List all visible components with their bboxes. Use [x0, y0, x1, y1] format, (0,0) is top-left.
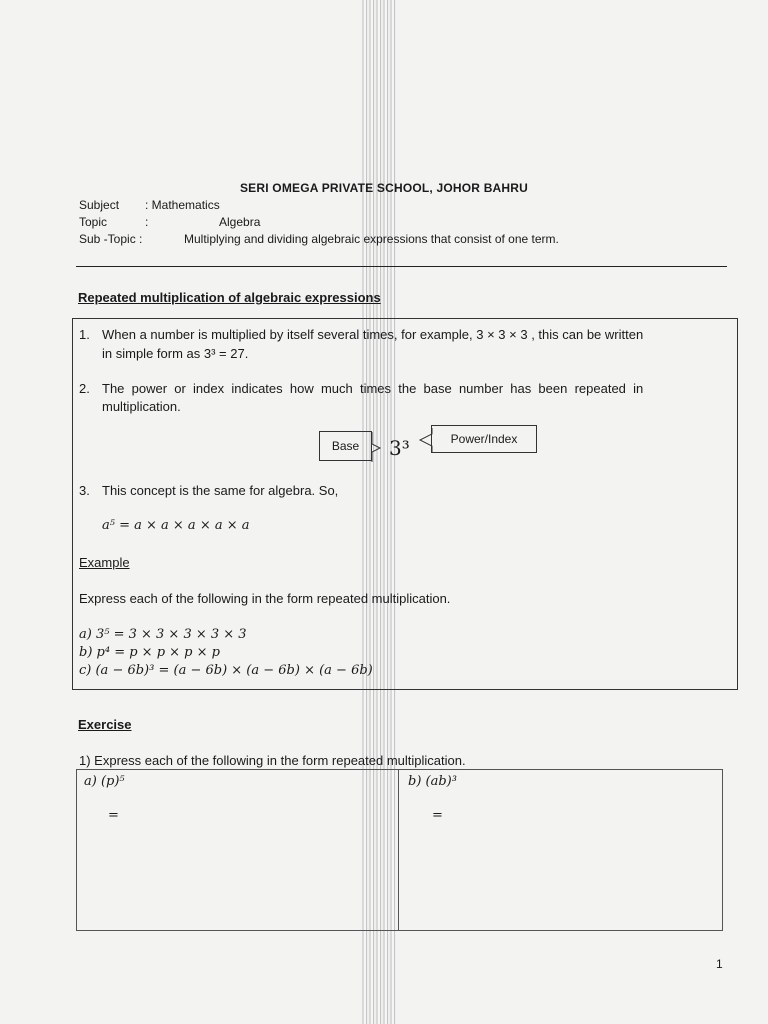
exercise-heading: Exercise — [78, 717, 132, 732]
item1-number: 1. — [79, 327, 90, 342]
example-heading: Example — [79, 555, 130, 570]
header-divider — [76, 266, 727, 267]
power-index-label-box: Power/Index — [431, 425, 537, 453]
school-title: SERI OMEGA PRIVATE SCHOOL, JOHOR BAHRU — [239, 181, 529, 195]
topic-value: Algebra — [219, 215, 261, 229]
exercise-a-equals: = — [108, 808, 119, 823]
item2-number: 2. — [79, 381, 90, 396]
base-label-box: Base — [319, 431, 372, 461]
topic-separator: : — [145, 215, 149, 229]
power-example: 3³ — [389, 436, 410, 460]
exercise-a-answer-area[interactable] — [78, 790, 396, 928]
subject-value: : Mathematics — [145, 198, 220, 212]
base-arrow-icon — [370, 430, 390, 464]
item2-line2: multiplication. — [102, 399, 181, 414]
subject-label: Subject — [79, 198, 120, 212]
section-title: Repeated multiplication of algebraic expressions — [78, 290, 381, 305]
example-b: b) p⁴ = p × p × p × p — [79, 645, 220, 660]
example-c: c) (a − 6b)³ = (a − 6b) × (a − 6b) × (a − 6b) — [79, 663, 373, 678]
exercise-b-answer-area[interactable] — [400, 790, 720, 928]
item3-number: 3. — [79, 483, 90, 498]
item1-line1: When a number is multiplied by itself several times, for example, 3 × 3 × 3 , this can be written — [102, 327, 644, 342]
item3-text: This concept is the same for algebra. So, — [102, 483, 339, 498]
subtopic-value: Multiplying and dividing algebraic expressions that consist of one term. — [184, 232, 559, 246]
page-number: 1 — [716, 957, 723, 971]
example-a: a) 3⁵ = 3 × 3 × 3 × 3 × 3 — [79, 627, 247, 642]
subtopic-label: Sub -Topic : — [79, 232, 143, 246]
exercise-a-label: a) (p)⁵ — [84, 774, 125, 789]
item1-line2: in simple form as 3³ = 27. — [102, 346, 249, 361]
example-instruction: Express each of the following in the form repeated multiplication. — [79, 591, 451, 606]
exercise-table-divider — [398, 769, 399, 931]
topic-label: Topic — [79, 215, 108, 229]
exercise-b-label: b) (ab)³ — [408, 774, 457, 789]
item3-formula: a⁵ = a × a × a × a × a — [102, 518, 250, 533]
item2-line1: The power or index indicates how much times the base number has been repeated in — [102, 381, 644, 396]
exercise-question-1: 1) Express each of the following in the form repeated multiplication. — [79, 753, 466, 768]
exercise-b-equals: = — [432, 808, 443, 823]
